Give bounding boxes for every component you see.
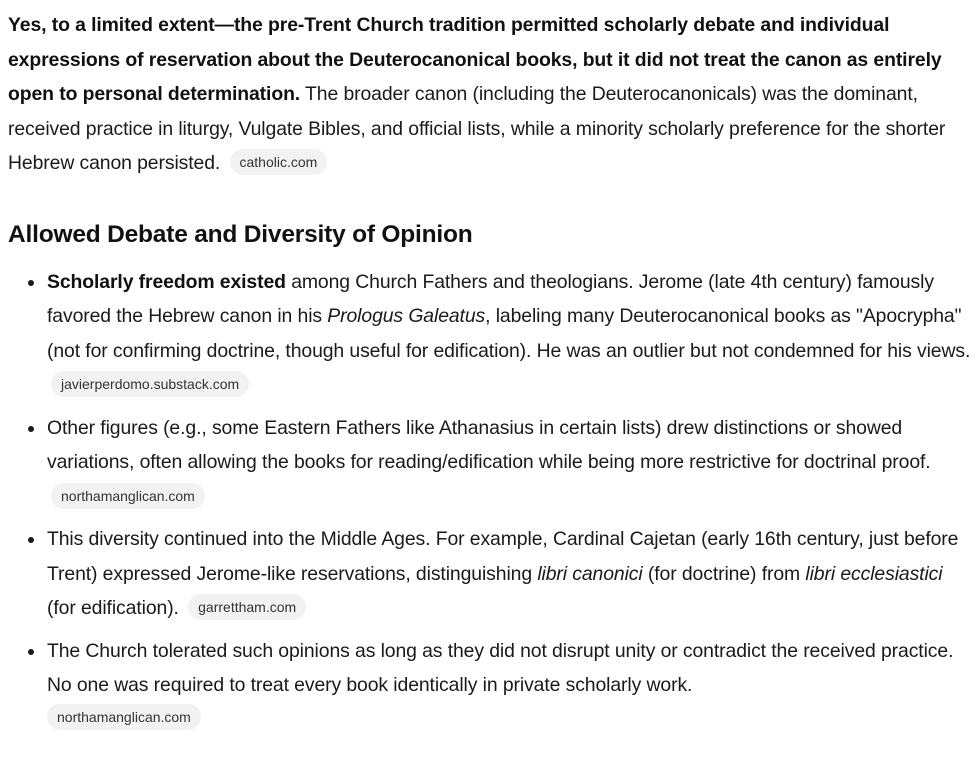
bullet-item-middle-ages (47, 522, 972, 626)
bullet-text: among Church Fathers and theologians. Jerome (late 4th century) famously favored the Hebrew canon in his (47, 270, 934, 327)
bullet-list (8, 265, 972, 733)
bullet-text: (for doctrine) from (642, 562, 806, 585)
source-chip-javierperdomo[interactable]: javierperdomo.substack.com (51, 371, 249, 397)
bullet-text: (for edification). (47, 597, 179, 619)
bullet-bold-lead: Scholarly freedom existed (47, 270, 286, 293)
source-chip-catholic[interactable]: catholic.com (230, 149, 328, 175)
intro-text: The broader canon (including the Deuterocanonicals) was the dominant, received practice in liturgy, Vulgate Bibles, and official lists, while a minority scholarly preference for the shorter Hebrew canon persisted. (8, 83, 946, 174)
bullet-italic-term: libri canonici (537, 562, 643, 585)
bullet-item-scholarly-freedom (47, 265, 972, 403)
bullet-text: Other figures (e.g., some Eastern Fathers like Athanasius in certain lists) drew distinctions or showed variations, often allowing the books for reading/edification while being more restrictive for doctrinal proof. (47, 416, 931, 473)
source-chip-northamanglican[interactable]: northamanglican.com (51, 483, 205, 509)
bullet-text: This diversity continued into the Middle Ages. For example, Cardinal Cajetan (early 16th century, just before Trent) expressed Jerome-like reservations, distinguishing (47, 528, 959, 585)
bullet-item-other-figures (47, 411, 972, 515)
source-chip-garrettham[interactable]: garrettham.com (188, 594, 306, 620)
section-heading: Allowed Debate and Diversity of Opinion (8, 220, 473, 248)
source-chip-northamanglican[interactable]: northamanglican.com (47, 704, 201, 730)
bullet-italic-term: libri ecclesiastici (805, 562, 943, 585)
intro-bold-lead: Yes, to a limited extent—the pre-Trent Church tradition permitted scholarly debate and individual expressions of reservation about the Deuterocanonical books, but it did not treat the canon as entirely open to personal determination. (8, 14, 942, 105)
bullet-text: , labeling many Deuterocanonical books as "Apocrypha" (not for confirming doctrine, though useful for edification). He was an outlier but not condemned for his views. (47, 305, 971, 362)
intro-paragraph (8, 8, 972, 181)
source-chip-row (47, 703, 972, 733)
bullet-item-church-tolerated (47, 634, 972, 733)
bullet-italic-title: Prologus Galeatus (327, 305, 486, 327)
bullet-text: The Church tolerated such opinions as long as they did not disrupt unity or contradict the received practice. No one was required to treat every book identically in private scholarly work. (47, 639, 954, 696)
